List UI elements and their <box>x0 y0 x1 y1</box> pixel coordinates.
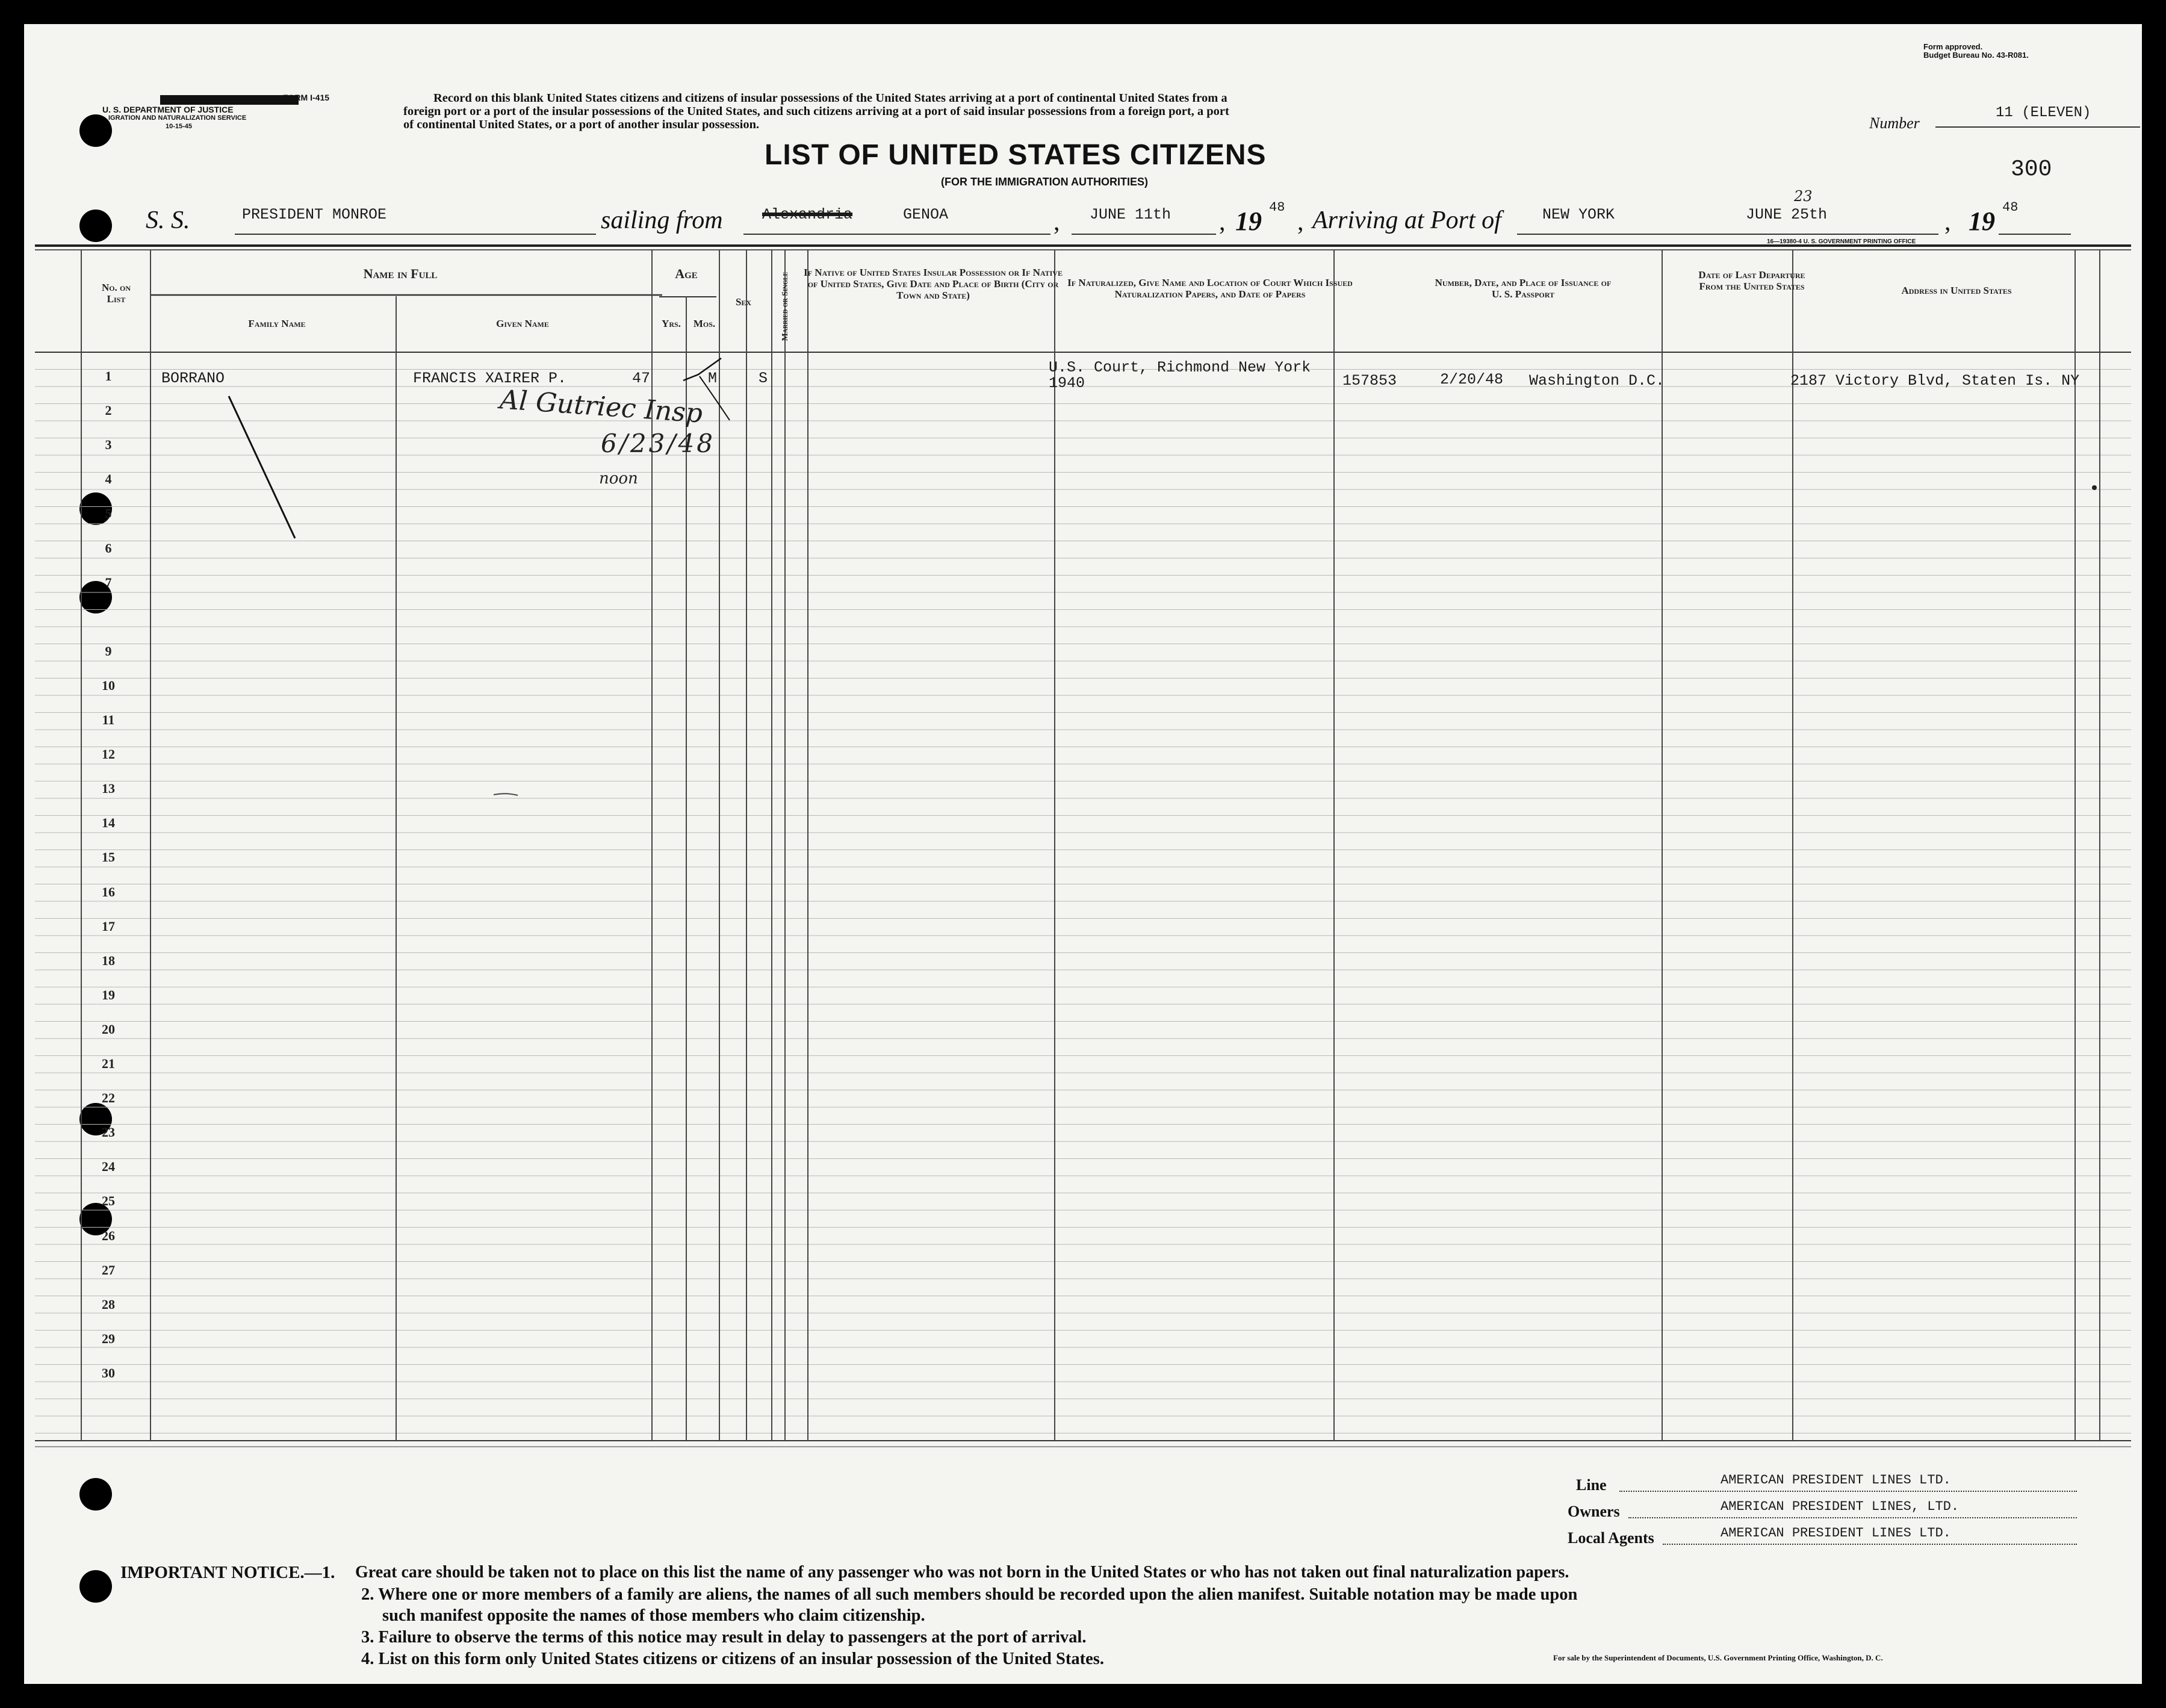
row-number: 11 <box>102 712 115 727</box>
printing-office: 16—19380-4 U. S. GOVERNMENT PRINTING OFFICE <box>1767 238 1916 245</box>
form-approved: Form approved. <box>1923 42 1983 51</box>
header-age: Age <box>675 266 698 281</box>
for-sale-note: For sale by the Superintendent of Documents, U.S. Government Printing Office, Washington, D. C. <box>1553 1653 1883 1662</box>
row-number: 29 <box>102 1331 115 1346</box>
row-number: 13 <box>102 781 115 797</box>
agents-value: AMERICAN PRESIDENT LINES LTD. <box>1721 1526 1951 1541</box>
instructions-line: of continental United States, or a port of another insular possession. <box>403 118 760 131</box>
handwritten-marks <box>24 24 2142 1684</box>
header-passport: Number, Date, and Place of Issuance of U. S. Passport <box>1435 277 1612 300</box>
row-number: 18 <box>102 952 115 968</box>
instructions-line: Record on this blank United States citizens and citizens of insular possessions of the United States arriving at a port of continental United States from a <box>433 92 1227 105</box>
header-given-name: Given Name <box>496 318 549 329</box>
departure-port: GENOA <box>903 206 949 223</box>
row-number: 3 <box>105 437 112 453</box>
inspector-date: 6/23/48 <box>601 429 715 458</box>
department: U. S. DEPARTMENT OF JUSTICE <box>102 105 234 114</box>
row-number: 23 <box>102 1125 115 1140</box>
row-number: 5 <box>105 506 112 521</box>
entry-passport-place: Washington D.C. <box>1529 372 1665 390</box>
arrival-port: NEW YORK <box>1542 206 1615 223</box>
ss-label: S. S. <box>146 207 190 234</box>
entry-sex: M <box>708 370 718 387</box>
arrival-year-suffix: 48 <box>2002 200 2019 215</box>
row-number: 15 <box>102 849 115 865</box>
header-sex: Sex <box>735 296 752 308</box>
notice-lead: IMPORTANT NOTICE.—1. <box>120 1563 335 1582</box>
header-mos: Mos. <box>693 318 716 329</box>
row-number: 20 <box>102 1021 115 1037</box>
header-naturalized: If Naturalized, Give Name and Location of Court Which Issued Naturalization Papers, and Date of Papers <box>1067 277 1353 300</box>
inspector-time: noon <box>599 470 638 488</box>
entry-marital: S <box>759 370 768 387</box>
arrival-year-prefix: 19 <box>1969 207 1995 236</box>
comma: , <box>1219 208 1226 236</box>
manifest-page <box>24 24 2142 1684</box>
row-number: 10 <box>102 677 115 693</box>
number-label: Number <box>1869 114 1920 132</box>
row-number: 2 <box>105 403 112 418</box>
departure-year-prefix: 19 <box>1235 207 1262 236</box>
entry-family-name: BORRANO <box>161 370 225 387</box>
header-last-departure: Date of Last Departure From the United States <box>1698 269 1805 292</box>
owners-underline <box>1628 1517 2077 1518</box>
entry-court-line2: 1940 <box>1049 374 1085 392</box>
form-number: FORM I-415 <box>283 93 330 102</box>
header-yrs: Yrs. <box>662 318 681 329</box>
row-number: 17 <box>102 918 115 934</box>
entry-address: 2187 Victory Blvd, Staten Is. NY <box>1790 372 2080 390</box>
entry-given-name: FRANCIS XAIRER P. <box>413 370 567 387</box>
departure-date: JUNE 11th <box>1090 206 1171 223</box>
entry-age-years: 47 <box>632 370 651 387</box>
page-stamp-number: 300 <box>2011 157 2052 182</box>
row-number: 9 <box>105 643 112 659</box>
agents-underline <box>1663 1544 2077 1545</box>
inspector-signature: Al Gutriec Insp <box>498 384 704 429</box>
row-number: 1 <box>105 368 112 384</box>
crossed-out-port: Alexandria <box>762 206 853 223</box>
row-number: 19 <box>102 987 115 1002</box>
row-number: 6 <box>105 540 112 556</box>
ship-name: PRESIDENT MONROE <box>242 206 387 223</box>
notice-1: Great care should be taken not to place on this list the name of any passenger who was not born in the United States or who has not taken out final naturalization papers. <box>355 1563 1569 1582</box>
comma: , <box>1297 208 1304 236</box>
header-married-or-single: Married or Single <box>781 272 790 341</box>
row-number: 27 <box>102 1262 115 1278</box>
row-number: 16 <box>102 884 115 899</box>
agents-label: Local Agents <box>1568 1529 1654 1547</box>
header-native: If Native of United States Insular Possession or If Native of United States, Give Date and Place of Birth (City or Town and State) <box>804 267 1063 301</box>
sailing-from-label: sailing from <box>601 207 723 234</box>
notice-2b: such manifest opposite the names of those members who claim citizenship. <box>382 1606 925 1625</box>
line-underline <box>1619 1491 2077 1492</box>
owners-value: AMERICAN PRESIDENT LINES, LTD. <box>1721 1499 1960 1514</box>
line-label: Line <box>1576 1476 1607 1494</box>
comma: , <box>1944 208 1951 236</box>
notice-2a: 2. Where one or more members of a family are aliens, the names of all such members should be recorded upon the alien manifest. Suitable notation may be made upon <box>361 1585 1578 1604</box>
owners-label: Owners <box>1568 1503 1620 1520</box>
header-family-name: Family Name <box>248 318 306 329</box>
arriving-label: Arriving at Port of <box>1312 207 1501 234</box>
form-date: 10-15-45 <box>166 123 193 130</box>
entry-passport-date: 2/20/48 <box>1440 371 1504 388</box>
header-address: Address in United States <box>1901 285 2012 296</box>
row-number: 24 <box>102 1159 115 1175</box>
instructions-line: foreign port or a port of the insular possessions of the United States, and such citizens arriving at a port of said insular possessions from a foreign port, a port <box>403 105 1229 118</box>
line-value: AMERICAN PRESIDENT LINES LTD. <box>1721 1473 1951 1488</box>
comma: , <box>1054 208 1060 236</box>
header-name-in-full: Name in Full <box>363 266 438 281</box>
row-number: 12 <box>102 747 115 762</box>
notice-4: 4. List on this form only United States citizens or citizens of an insular possession of the United States. <box>361 1650 1104 1668</box>
departure-year-suffix: 48 <box>1269 200 1285 215</box>
page-title: LIST OF UNITED STATES CITIZENS <box>765 139 1267 171</box>
row-number: 4 <box>105 471 112 487</box>
row-number: 7 <box>105 574 112 590</box>
row-number: 28 <box>102 1296 115 1312</box>
header-no-on-list: No. on List <box>101 282 131 305</box>
row-number: 25 <box>102 1193 115 1209</box>
arrival-date-correction: 23 <box>1794 188 1813 205</box>
page-subtitle: (FOR THE IMMIGRATION AUTHORITIES) <box>941 176 1148 188</box>
budget-bureau: Budget Bureau No. 43-R081. <box>1923 51 2029 60</box>
row-number: 22 <box>102 1090 115 1106</box>
entry-passport-number: 157853 <box>1342 372 1397 390</box>
notice-3: 3. Failure to observe the terms of this notice may result in delay to passengers at the port of arrival. <box>361 1628 1087 1647</box>
row-number: 14 <box>102 815 115 831</box>
arrival-date: JUNE 25th <box>1746 206 1828 223</box>
row-number: 26 <box>102 1228 115 1243</box>
service: IGRATION AND NATURALIZATION SERVICE <box>108 114 247 122</box>
entry-court-line1: U.S. Court, Richmond New York <box>1049 359 1311 376</box>
row-number: 21 <box>102 1056 115 1071</box>
number-value: 11 (ELEVEN) <box>1996 105 2091 121</box>
row-number: 30 <box>102 1365 115 1380</box>
